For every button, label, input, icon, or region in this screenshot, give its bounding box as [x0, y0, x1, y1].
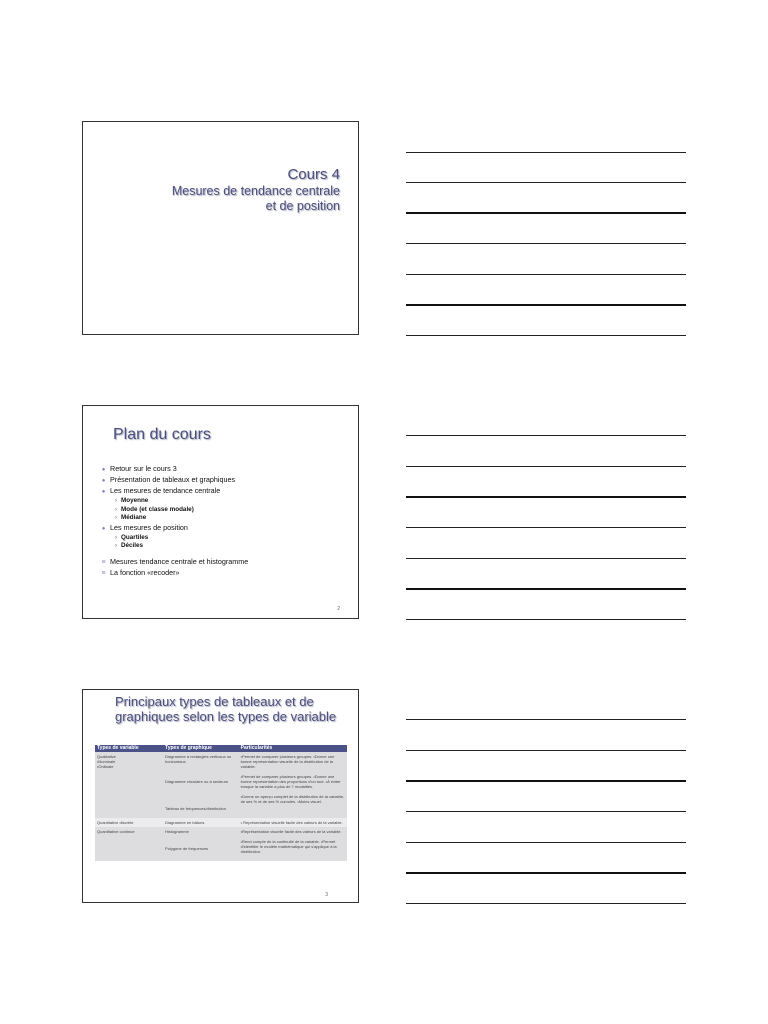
outline-item: ● Retour sur le cours 3	[97, 464, 347, 475]
note-line	[406, 335, 686, 336]
note-line	[406, 182, 686, 183]
note-line	[406, 527, 686, 528]
column-header: Particularités	[239, 745, 347, 752]
bullet-dot-icon: ●	[101, 489, 106, 495]
slide-2-heading: Plan du cours	[113, 426, 211, 443]
note-line	[406, 872, 686, 874]
outline-item: ● Les mesures de tendance centrale	[97, 486, 347, 497]
note-line	[406, 588, 686, 590]
table-row	[95, 752, 347, 818]
outline-subitem: › Déciles	[97, 542, 347, 551]
table-row	[95, 818, 347, 827]
slide-1-subtitle-line2: et de position	[265, 199, 340, 213]
outline-subitem: › Mode (et classe modale)	[97, 506, 347, 515]
note-line	[406, 212, 686, 214]
note-line	[406, 304, 686, 306]
table-cell: Quantitative continue	[95, 827, 163, 861]
outline-item: ● Les mesures de position	[97, 523, 347, 534]
chevron-right-icon: ›	[115, 543, 117, 550]
slide-1-title: Cours 4	[287, 166, 340, 183]
note-line	[406, 750, 686, 751]
note-line	[406, 811, 686, 812]
note-line	[406, 435, 686, 436]
note-line	[406, 780, 686, 782]
table-cell: Diagramme en bâtons	[163, 818, 239, 827]
table-cell: Histogramme Polygone de fréquences	[163, 827, 239, 861]
slide-3	[82, 689, 359, 903]
note-line	[406, 152, 686, 153]
bullet-dot-icon: ●	[101, 478, 106, 484]
slide-1	[82, 121, 359, 335]
table-cell: •Permet de comparer plusieurs groupes. •Donne une bonne représentation visuelle de la distribution de la variable. •Permet de comparer plusieurs groupes. •Donne une bonne représentation des proportions d'un tout. •À éviter lorsque la variable a plus de 7 modalités. •Donne un aperçu complet de la distribution de la variable, de ses % et de ses % cumulés. •Moins visuel.	[239, 752, 347, 818]
table-row	[95, 827, 347, 861]
slide-3-page-number: 3	[325, 892, 328, 898]
table-cell: •Représentation visuelle facile des valeurs de la variable. •Rend compte de la continuité de la variable. •Permet d'identifier le modèle mathématique qui s'applique à la distribution.	[239, 827, 347, 861]
note-line	[406, 842, 686, 843]
chevron-right-icon: ›	[115, 506, 117, 513]
outline-item: ● Présentation de tableaux et graphiques	[97, 475, 347, 486]
table-cell: Quantitative discrète	[95, 818, 163, 827]
chevron-right-icon: ›	[115, 515, 117, 522]
table-cell: • Représentation visuelle facile des valeurs de la variable.	[239, 818, 347, 827]
chevron-right-icon: ›	[115, 498, 117, 504]
outline-subitem: › Moyenne	[97, 497, 347, 506]
outline-item: ≡ Mesures tendance centrale et histogramme	[97, 557, 347, 568]
note-line	[406, 719, 686, 720]
bullet-lines-icon: ≡	[101, 569, 106, 577]
slide-2-page-number: 2	[337, 606, 340, 612]
slide-1-title-block	[172, 166, 340, 214]
column-header: Types de variable	[95, 745, 163, 752]
note-line	[406, 496, 686, 498]
graph-types-table	[95, 745, 347, 861]
slide-3-heading: Principaux types de tableaux et de graphiques selon les types de variable	[115, 694, 337, 724]
note-line	[406, 274, 686, 275]
table-cell: Qualitative •Nominale •Ordinale	[95, 752, 163, 818]
outline-list	[97, 464, 347, 579]
note-line	[406, 903, 686, 904]
bullet-lines-icon: ≡	[101, 558, 106, 566]
slide-2	[82, 405, 359, 619]
table-cell: Diagramme à rectangles verticaux ou horizontaux Diagramme circulaire ou à secteurs Tableau de fréquences/distribution	[163, 752, 239, 818]
note-line	[406, 619, 686, 620]
column-header: Types de graphique	[163, 745, 239, 752]
outline-subitem: › Médiane	[97, 514, 347, 523]
chevron-right-icon: ›	[115, 534, 117, 541]
note-line	[406, 466, 686, 467]
outline-subitem: › Quartiles	[97, 534, 347, 543]
table-header-row	[95, 745, 347, 752]
outline-item: ≡ La fonction «recoder»	[97, 568, 347, 579]
slide-1-subtitle-line1: Mesures de tendance centrale	[171, 184, 340, 198]
note-line	[406, 558, 686, 559]
note-line	[406, 243, 686, 244]
bullet-dot-icon: ●	[101, 525, 106, 532]
bullet-dot-icon: ●	[101, 467, 106, 473]
